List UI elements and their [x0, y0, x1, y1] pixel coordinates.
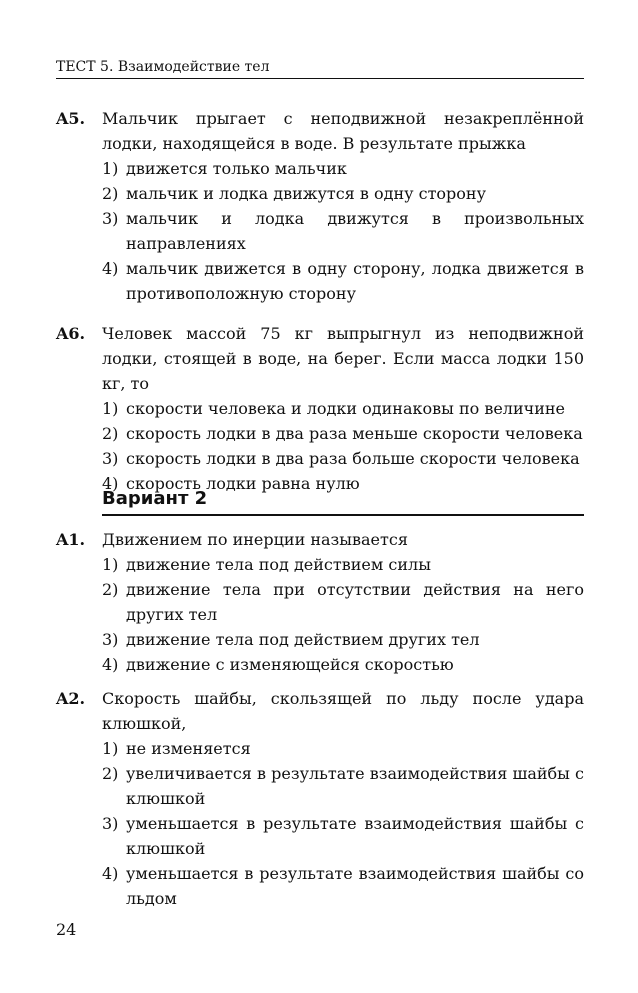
option-number: 4): [102, 655, 119, 674]
answer-option[interactable]: [102, 206, 584, 256]
answer-option[interactable]: [102, 446, 584, 471]
option-number: 4): [102, 864, 119, 883]
variant-heading: Вариант 2: [102, 486, 584, 516]
question-stem: Движением по инерции называется: [102, 530, 408, 549]
answer-option[interactable]: [102, 156, 584, 181]
question-stem: Мальчик прыгает с неподвижной незакреплённой лодки, находящейся в воде. В результате прыжка: [102, 109, 584, 153]
option-text: скорость лодки в два раза больше скорости человека: [126, 449, 580, 468]
question-a5: [56, 106, 584, 306]
answer-option[interactable]: [102, 736, 584, 761]
page-header: ТЕСТ 5. Взаимодействие тел: [56, 58, 584, 79]
answer-option[interactable]: [102, 421, 584, 446]
answer-option[interactable]: [102, 811, 584, 861]
option-text: движение с изменяющейся скоростью: [126, 655, 454, 674]
option-number: 2): [102, 184, 119, 203]
option-text: мальчик и лодка движутся в одну сторону: [126, 184, 486, 203]
answer-option[interactable]: [102, 256, 584, 306]
option-number: 1): [102, 159, 119, 178]
option-text: мальчик и лодка движутся в произвольных направлениях: [126, 209, 584, 253]
option-text: движение тела под действием силы: [126, 555, 431, 574]
question-number: A6.: [56, 324, 86, 343]
option-number: 3): [102, 630, 119, 649]
answer-option[interactable]: [102, 861, 584, 911]
option-number: 2): [102, 424, 119, 443]
question-number: A5.: [56, 109, 86, 128]
option-number: 3): [102, 209, 119, 228]
option-number: 4): [102, 474, 119, 493]
question-stem: Скорость шайбы, скользящей по льду после удара клюшкой,: [102, 689, 584, 733]
option-text: скорость лодки равна нулю: [126, 474, 360, 493]
option-number: 2): [102, 764, 119, 783]
option-text: скорость лодки в два раза меньше скорости человека: [126, 424, 583, 443]
option-text: увеличивается в результате взаимодействия шайбы с клюшкой: [126, 764, 584, 808]
option-text: движется только мальчик: [126, 159, 347, 178]
question-number: A1.: [56, 530, 86, 549]
question-stem: Человек массой 75 кг выпрыгнул из неподвижной лодки, стоящей в воде, на берег. Если масса лодки 150 кг, то: [102, 324, 584, 393]
question-a2: [56, 686, 584, 911]
option-text: уменьшается в результате взаимодействия шайбы с клюшкой: [126, 814, 584, 858]
answer-option[interactable]: [102, 577, 584, 627]
question-a1: [56, 527, 584, 677]
option-text: уменьшается в результате взаимодействия шайбы со льдом: [126, 864, 584, 908]
option-text: не изменяется: [126, 739, 251, 758]
question-number: A2.: [56, 689, 86, 708]
option-number: 1): [102, 739, 119, 758]
option-number: 1): [102, 555, 119, 574]
option-number: 3): [102, 814, 119, 833]
option-number: 3): [102, 449, 119, 468]
answer-option[interactable]: [102, 652, 584, 677]
question-a6: [56, 321, 584, 496]
answer-option[interactable]: [102, 627, 584, 652]
answer-option[interactable]: [102, 761, 584, 811]
answer-option[interactable]: [102, 181, 584, 206]
answer-option[interactable]: [102, 552, 584, 577]
option-text: движение тела под действием других тел: [126, 630, 480, 649]
option-number: 4): [102, 259, 119, 278]
answer-option[interactable]: [102, 396, 584, 421]
option-number: 2): [102, 580, 119, 599]
option-text: скорости человека и лодки одинаковы по величине: [126, 399, 565, 418]
option-text: движение тела при отсутствии действия на него других тел: [126, 580, 584, 624]
page-number: 24: [56, 920, 77, 939]
option-text: мальчик движется в одну сторону, лодка движется в противоположную сторону: [126, 259, 584, 303]
option-number: 1): [102, 399, 119, 418]
